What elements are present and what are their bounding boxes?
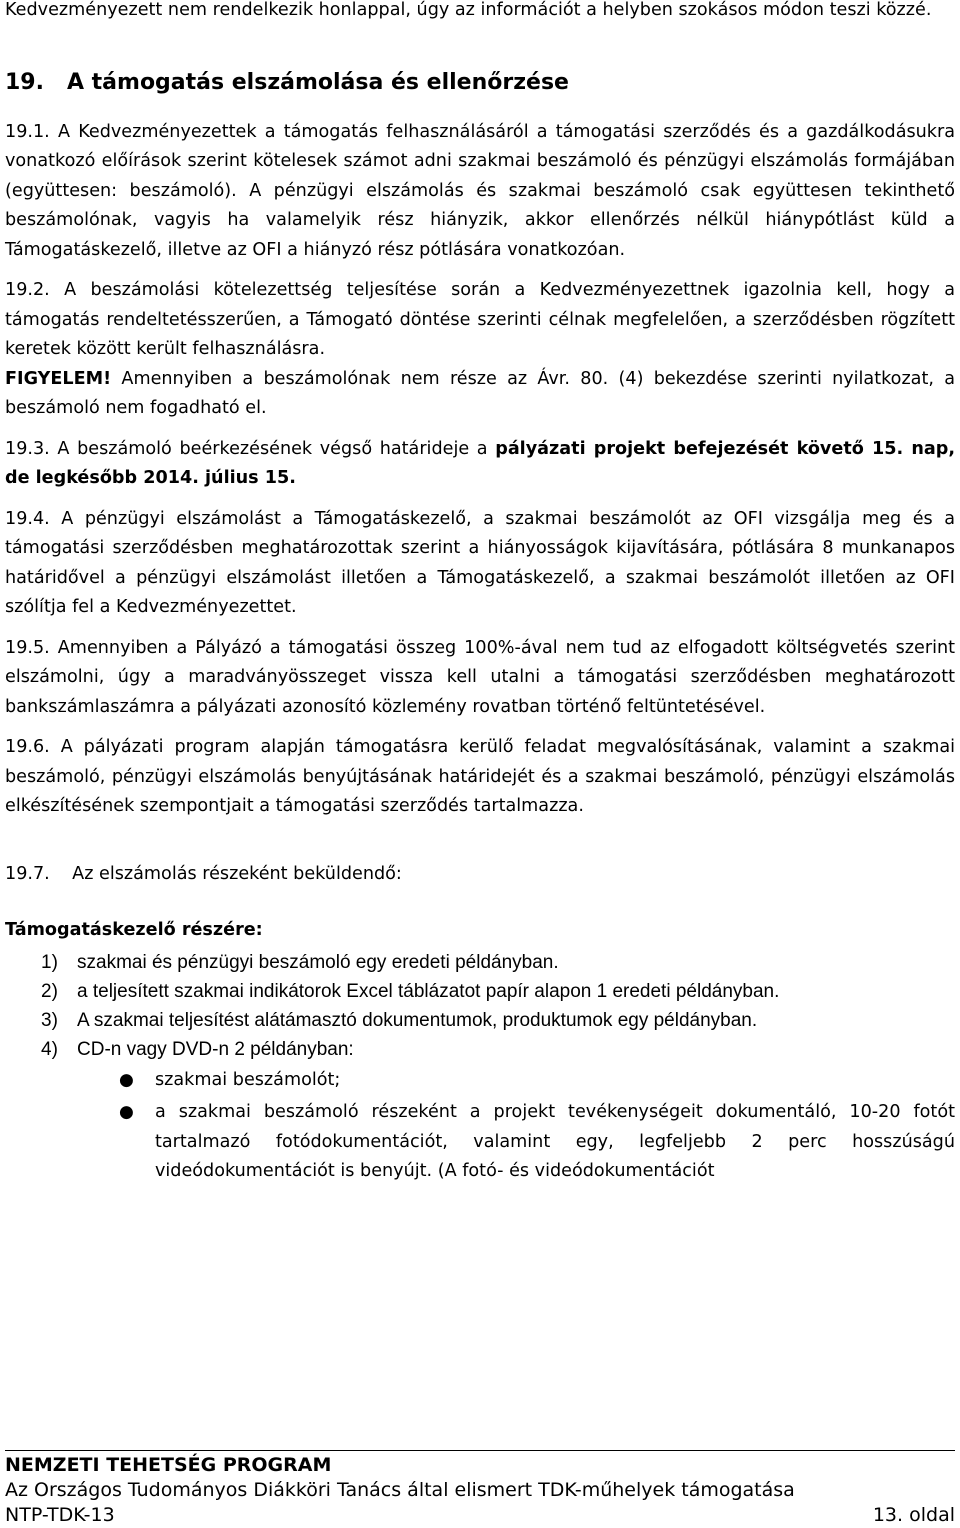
bullet-item (5, 1098, 955, 1187)
paragraph-number: 19.5. (5, 637, 50, 658)
paragraph-number: 19.3. (5, 438, 50, 459)
paragraph-19-7 (5, 860, 955, 890)
page-footer (5, 1450, 955, 1528)
list-item-number: 1) (41, 951, 58, 973)
list-item-text: A szakmai teljesítést alátámasztó dokumentumok, produktumok egy példányban. (77, 1009, 758, 1031)
paragraph-text: A beszámoló beérkezésének végső határideje a (57, 438, 488, 459)
bullet-text: a szakmai beszámoló részeként a projekt tevékenységeit dokumentáló, 10-20 fotót tartalmazó fotódokumentációt, valamint egy, legfeljebb 2 perc hosszúságú videódokumentációt is benyújt. (A fotó- és videódokumentációt (155, 1102, 955, 1181)
warning-label: FIGYELEM! (5, 368, 112, 389)
list-item-text: CD-n vagy DVD-n 2 példányban: (77, 1038, 354, 1060)
paragraph-text: Az elszámolás részeként beküldendő: (72, 863, 402, 884)
intro-paragraph: Kedvezményezett nem rendelkezik honlappal, úgy az információt a helyben szokásos módon teszi közzé. (5, 0, 932, 20)
footer-program: NEMZETI TEHETSÉG PROGRAM (5, 1454, 332, 1476)
paragraph-19-4 (5, 505, 955, 623)
bullet-item (5, 1066, 955, 1096)
section-title: A támogatás elszámolása és ellenőrzése (66, 69, 569, 95)
footer-bottom-row (5, 1503, 955, 1528)
paragraph-19-2 (5, 276, 955, 424)
paragraph-number: 19.2. (5, 280, 50, 300)
paragraph-19-1 (5, 118, 955, 266)
paragraph-text: A pénzügyi elszámolást a Támogatáskezelő, a szakmai beszámolót az OFI vizsgálja meg és a támogatási szerződésben meghatározottak szerint a hiányosságok kijavítására, pótlására 8 munkanapos határidővel a pénzügyi elszámolást illetően a Támogatáskezelő, a szakmai beszámolót illetően az OFI szólítja fel a Kedvezményezettet. (5, 508, 955, 617)
footer-subtitle: Az Országos Tudományos Diákköri Tanács által elismert TDK-műhelyek támogatása (5, 1479, 795, 1501)
paragraph-text: A beszámolási kötelezettség teljesítése során a Kedvezményezettnek igazolnia kell, hogy a támogatás rendeltetésszerűen, a Támogató döntése szerinti célnak megfelelően, a szerződésben rögzített keretek között került felhasználásra. (5, 280, 955, 359)
list-item (5, 1006, 955, 1035)
list-item-number: 4) (41, 1038, 58, 1060)
warning-text: Amennyiben a beszámolónak nem része az Ávr. 80. (4) bekezdése szerinti nyilatkozat, a beszámoló nem fogadható el. (5, 368, 955, 418)
paragraph-text: A Kedvezményezettek a támogatás felhasználásáról a támogatási szerződés és a gazdálkodásukra vonatkozó előírások szerint kötelesek számot adni szakmai beszámoló és pénzügyi elszámolás formájában (együttesen: beszámoló). A pénzügyi elszámolás és szakmai beszámoló csak együttesen tekinthető beszámolónak, vagyis ha valamelyik rész hiányzik, akkor ellenőrzés nélkül hiánypótlást küld a Támogatáskezelő, illetve az OFI a hiányzó rész pótlására vonatkozóan. (5, 121, 955, 260)
paragraph-number: 19.4. (5, 508, 50, 529)
paragraph-19-6 (5, 733, 955, 822)
list-item-text: a teljesített szakmai indikátorok Excel táblázatot papír alapon 1 eredeti példányban. (77, 980, 780, 1002)
paragraph-text: Amennyiben a Pályázó a támogatási összeg 100%-ával nem tud az elfogadott költségvetés szerint elszámolni, úgy a maradványösszeget vissza kell utalni a támogatási szerződésben meghatározott bankszámlaszámra a pályázati azonosító közlemény rovatban történő feltüntetésével. (5, 637, 956, 717)
paragraph-number: 19.7. (5, 863, 50, 884)
list-item (5, 948, 955, 977)
document-page (5, 0, 955, 1187)
paragraph-19-5 (5, 634, 955, 723)
list-item (5, 1035, 955, 1064)
bullet-icon: ● (119, 1069, 134, 1090)
section-number: 19. (5, 69, 44, 95)
deadline-bold-text: pályázati projekt befejezését követő 15. nap, de legkésőbb 2014. július 15. (5, 438, 956, 488)
page-number: 13. oldal (872, 1504, 955, 1526)
paragraph-text: A pályázati program alapján támogatásra kerülő feladat megvalósításának, valamint a szakmai beszámoló, pénzügyi elszámolás benyújtásának határidejét és a szakmai beszámoló, pénzügyi elszámolás elkészítésének szempontjait a támogatási szerződés tartalmazza. (5, 737, 956, 816)
list-item (5, 977, 955, 1006)
paragraph-number: 19.6. (5, 737, 50, 757)
bullet-text: szakmai beszámolót; (155, 1069, 341, 1090)
footer-code: NTP-TDK-13 (5, 1504, 115, 1526)
list-item-text: szakmai és pénzügyi beszámoló egy eredeti példányban. (77, 951, 559, 973)
submission-list (5, 948, 955, 1064)
section-heading (5, 68, 955, 98)
paragraph-number: 19.1. (5, 121, 50, 142)
list-item-number: 3) (41, 1009, 58, 1031)
list-item-number: 2) (41, 980, 58, 1002)
bullet-icon: ● (119, 1102, 134, 1122)
bullet-list (5, 1066, 955, 1187)
paragraph-19-3 (5, 435, 955, 494)
recipient-heading: Támogatáskezelő részére: (5, 920, 263, 940)
